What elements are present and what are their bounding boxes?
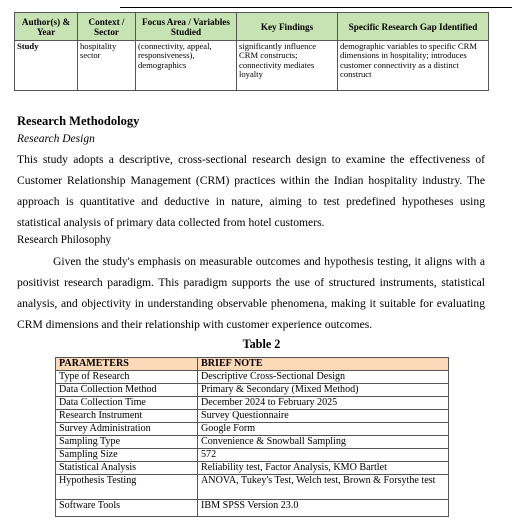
param-note: ANOVA, Tukey's Test, Welch test, Brown & Forsythe test xyxy=(198,475,449,500)
param-note: Convenience & Snowball Sampling xyxy=(198,436,449,449)
literature-table-header-row xyxy=(15,13,489,41)
section-heading: Research Methodology xyxy=(17,114,140,128)
header-focus-area: Focus Area / Variables Studied xyxy=(136,13,237,41)
param-note: IBM SPSS Version 23.0 xyxy=(198,500,449,517)
table-caption: Table 2 xyxy=(242,337,281,351)
research-philosophy-heading: Research Philosophy xyxy=(17,234,112,246)
research-design-heading: Research Design xyxy=(17,133,95,145)
parameters-header-row xyxy=(56,358,449,371)
header-context-sector: Context / Sector xyxy=(78,13,136,41)
cell-gap: demographic variables to specific CRM dimensions in hospitality; introduces customer connectivity as a distinct construct xyxy=(338,41,489,91)
table-row xyxy=(56,436,449,449)
cell-findings: significantly influence CRM constructs; connectivity mediates loyalty xyxy=(237,41,338,91)
header-brief-note: BRIEF NOTE xyxy=(198,358,449,371)
top-rule xyxy=(120,7,512,8)
header-key-findings: Key Findings xyxy=(237,13,338,41)
header-author-year: Author(s) & Year xyxy=(15,13,78,41)
param-note: 572 xyxy=(198,449,449,462)
param-label: Sampling Size xyxy=(56,449,198,462)
param-label: Research Instrument xyxy=(56,410,198,423)
table-row xyxy=(56,475,449,500)
param-note: December 2024 to February 2025 xyxy=(198,397,449,410)
param-label: Software Tools xyxy=(56,500,198,517)
header-research-gap: Specific Research Gap Identified xyxy=(338,13,489,41)
table-row xyxy=(56,423,449,436)
param-note: Survey Questionnaire xyxy=(198,410,449,423)
param-label: Hypothesis Testing xyxy=(56,475,198,500)
param-label: Type of Research xyxy=(56,371,198,384)
param-label: Statistical Analysis xyxy=(56,462,198,475)
research-philosophy-paragraph: Given the study's emphasis on measurable outcomes and hypothesis testing, it aligns with a positivist research paradigm. This paradigm supports the use of structured instruments, statistical analysis, and objectivity in understanding observable phenomena, making it suitable for evaluating CRM dimensions and their relationship with customer experience outcomes. xyxy=(17,255,485,331)
table-row xyxy=(56,410,449,423)
param-note: Descriptive Cross-Sectional Design xyxy=(198,371,449,384)
table-row xyxy=(56,500,449,517)
table-row xyxy=(56,371,449,384)
literature-review-table xyxy=(14,12,489,91)
cell-context: hospitality sector xyxy=(78,41,136,91)
table-row xyxy=(56,384,449,397)
parameters-table xyxy=(55,357,449,517)
table-row xyxy=(15,41,489,91)
param-note: Primary & Secondary (Mixed Method) xyxy=(198,384,449,397)
table-row xyxy=(56,397,449,410)
cell-author: Study xyxy=(15,41,78,91)
cell-focus: (connectivity, appeal, responsiveness), demographics xyxy=(136,41,237,91)
table-row xyxy=(56,449,449,462)
param-label: Data Collection Time xyxy=(56,397,198,410)
table-row xyxy=(56,462,449,475)
param-note: Google Form xyxy=(198,423,449,436)
param-label: Sampling Type xyxy=(56,436,198,449)
research-design-paragraph: This study adopts a descriptive, cross-sectional research design to examine the effectiveness of Customer Relationship Management (CRM) practices within the Indian hospitality industry. The approach is quantitative and deductive in nature, aiming to test predefined hypotheses using statistical analysis of primary data collected from hotel customers. xyxy=(17,153,485,229)
header-parameters: PARAMETERS xyxy=(56,358,198,371)
param-label: Survey Administration xyxy=(56,423,198,436)
param-note: Reliability test, Factor Analysis, KMO Bartlet xyxy=(198,462,449,475)
param-label: Data Collection Method xyxy=(56,384,198,397)
